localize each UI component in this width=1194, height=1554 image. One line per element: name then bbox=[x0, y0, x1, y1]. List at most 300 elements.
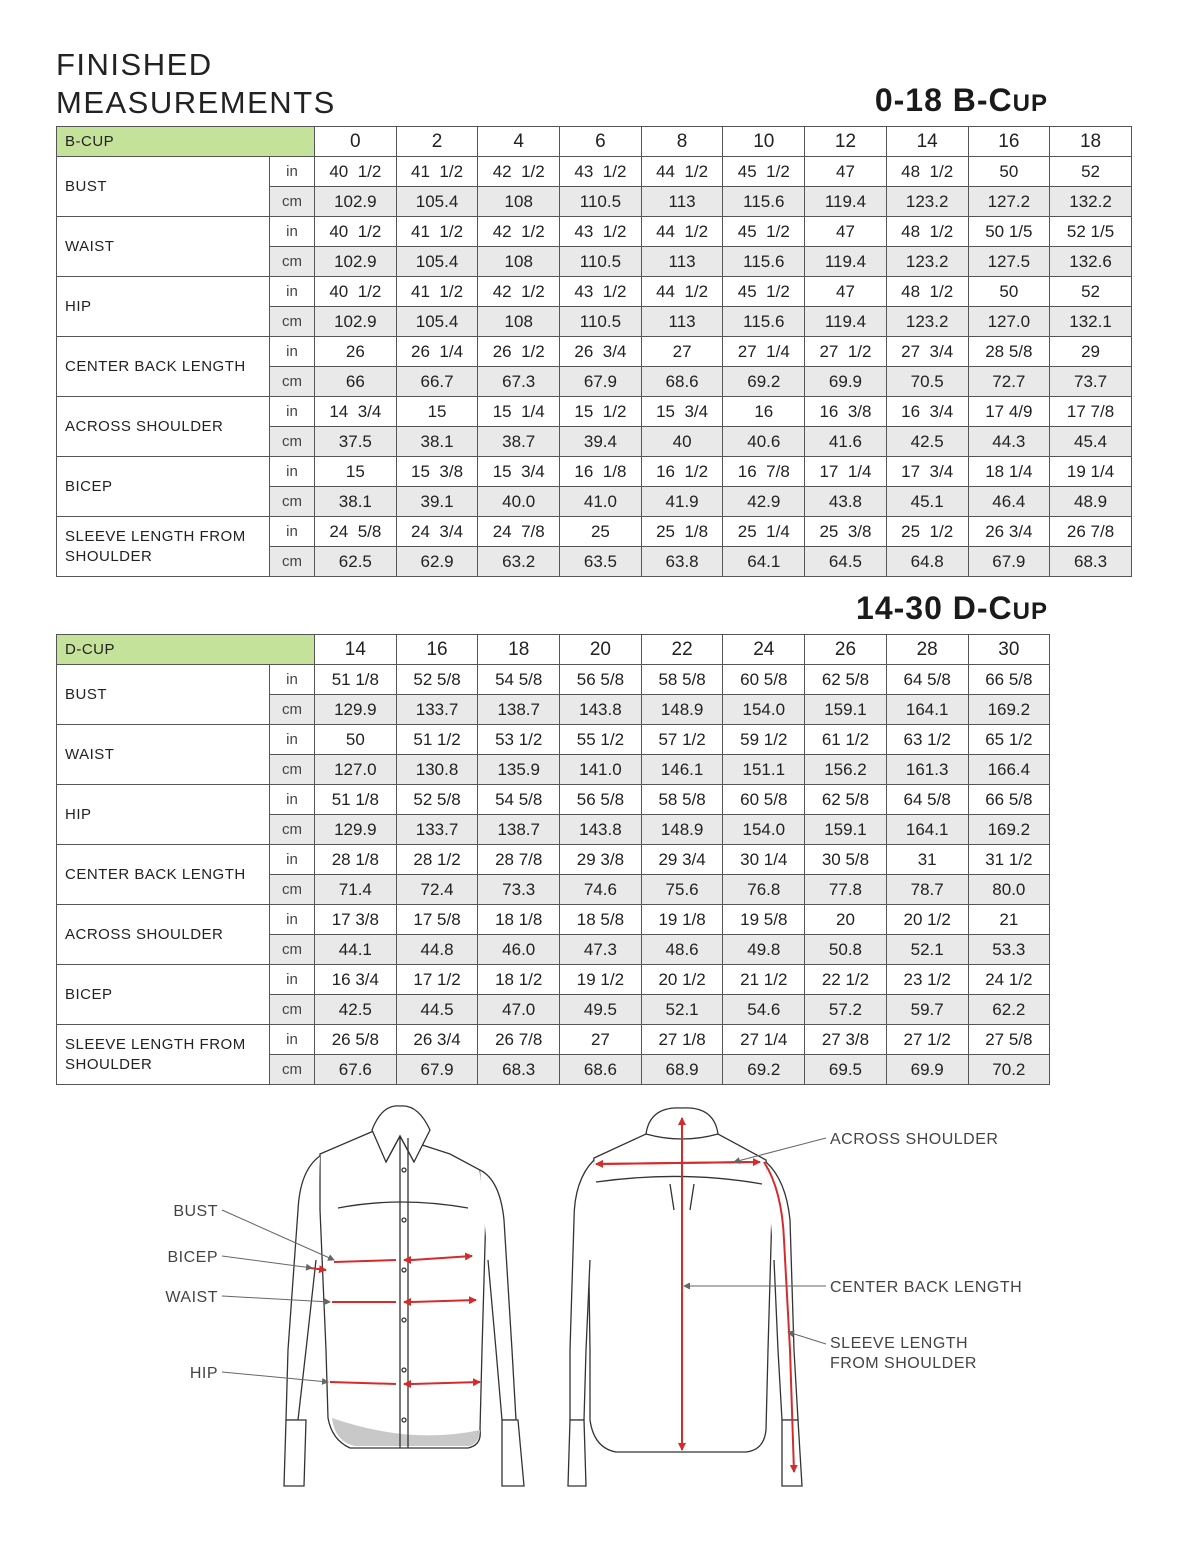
measurement-value: 41 1/2 bbox=[396, 157, 478, 187]
measurement-value: 154.0 bbox=[723, 695, 805, 725]
measurement-value: 46.4 bbox=[968, 487, 1050, 517]
unit-label: in bbox=[270, 277, 315, 307]
measurement-value: 40 1/2 bbox=[315, 217, 397, 247]
measurement-value: 38.1 bbox=[396, 427, 478, 457]
measurement-value: 15 3/4 bbox=[641, 397, 723, 427]
measurement-value: 18 1/8 bbox=[478, 905, 560, 935]
measurement-value: 16 3/4 bbox=[315, 965, 397, 995]
unit-label: cm bbox=[270, 427, 315, 457]
measurement-value: 17 3/8 bbox=[315, 905, 397, 935]
size-header: 10 bbox=[723, 127, 805, 157]
hip-diagram-label: HIP bbox=[189, 1365, 218, 1382]
measurement-value: 156.2 bbox=[805, 755, 887, 785]
measurement-value: 59 1/2 bbox=[723, 725, 805, 755]
unit-label: in bbox=[270, 337, 315, 367]
measurement-value: 51 1/2 bbox=[396, 725, 478, 755]
measurement-value: 54 5/8 bbox=[478, 665, 560, 695]
size-header: 12 bbox=[805, 127, 887, 157]
cup-label: B-CUP bbox=[57, 127, 315, 157]
table-row bbox=[57, 1025, 1050, 1055]
measurement-value: 27 3/4 bbox=[886, 337, 968, 367]
measurement-value: 47.3 bbox=[560, 935, 642, 965]
center-back-length-diagram-label: CENTER BACK LENGTH bbox=[830, 1279, 1023, 1296]
measurement-value: 127.5 bbox=[968, 247, 1050, 277]
measurement-value: 73.3 bbox=[478, 875, 560, 905]
measurement-value: 52.1 bbox=[886, 935, 968, 965]
measurement-value: 27 1/8 bbox=[641, 1025, 723, 1055]
measurement-label: HIP bbox=[57, 785, 270, 845]
measurement-value: 16 3/4 bbox=[886, 397, 968, 427]
measurement-value: 41 1/2 bbox=[396, 277, 478, 307]
measurement-value: 72.4 bbox=[396, 875, 478, 905]
size-header: 6 bbox=[560, 127, 642, 157]
unit-label: cm bbox=[270, 487, 315, 517]
measurement-value: 66 bbox=[315, 367, 397, 397]
measurement-value: 24 1/2 bbox=[968, 965, 1050, 995]
sleeve-length-diagram-label-line2: FROM SHOULDER bbox=[830, 1355, 977, 1372]
b-cup-heading-main: 0-18 B-C bbox=[874, 82, 1013, 118]
measurement-value: 59.7 bbox=[886, 995, 968, 1025]
measurement-value: 57 1/2 bbox=[641, 725, 723, 755]
measurement-label: BICEP bbox=[57, 457, 270, 517]
measurement-value: 113 bbox=[641, 187, 723, 217]
measurement-value: 42 1/2 bbox=[478, 157, 560, 187]
measurement-value: 49.5 bbox=[560, 995, 642, 1025]
size-header: 16 bbox=[968, 127, 1050, 157]
measurement-value: 47.0 bbox=[478, 995, 560, 1025]
size-header: 26 bbox=[805, 635, 887, 665]
bicep-diagram-label: BICEP bbox=[167, 1249, 218, 1266]
measurement-value: 66.7 bbox=[396, 367, 478, 397]
measurement-value: 45.1 bbox=[886, 487, 968, 517]
measurement-value: 48.9 bbox=[1050, 487, 1132, 517]
measurement-value: 17 1/2 bbox=[396, 965, 478, 995]
measurement-value: 127.0 bbox=[315, 755, 397, 785]
measurement-value: 45.4 bbox=[1050, 427, 1132, 457]
measurement-value: 27 bbox=[560, 1025, 642, 1055]
measurement-value: 17 5/8 bbox=[396, 905, 478, 935]
measurement-value: 77.8 bbox=[805, 875, 887, 905]
size-header-row bbox=[57, 127, 1132, 157]
b-cup-measurements-table bbox=[56, 126, 1132, 577]
measurement-value: 15 bbox=[396, 397, 478, 427]
waist-diagram-label: WAIST bbox=[165, 1289, 218, 1306]
measurement-value: 54.6 bbox=[723, 995, 805, 1025]
measurement-value: 47 bbox=[805, 217, 887, 247]
measurement-value: 123.2 bbox=[886, 307, 968, 337]
measurement-value: 68.3 bbox=[478, 1055, 560, 1085]
measurement-value: 164.1 bbox=[886, 695, 968, 725]
unit-label: in bbox=[270, 157, 315, 187]
measurement-value: 70.5 bbox=[886, 367, 968, 397]
measurement-value: 41.9 bbox=[641, 487, 723, 517]
measurement-value: 67.9 bbox=[560, 367, 642, 397]
measurement-value: 113 bbox=[641, 247, 723, 277]
measurement-value: 62 5/8 bbox=[805, 785, 887, 815]
measurement-value: 31 1/2 bbox=[968, 845, 1050, 875]
measurement-value: 40.0 bbox=[478, 487, 560, 517]
measurement-value: 127.0 bbox=[968, 307, 1050, 337]
measurement-value: 55 1/2 bbox=[560, 725, 642, 755]
measurement-value: 66 5/8 bbox=[968, 785, 1050, 815]
measurement-value: 53.3 bbox=[968, 935, 1050, 965]
measurement-value: 76.8 bbox=[723, 875, 805, 905]
measurement-value: 15 3/8 bbox=[396, 457, 478, 487]
measurement-value: 138.7 bbox=[478, 695, 560, 725]
measurement-value: 102.9 bbox=[315, 247, 397, 277]
measurement-value: 133.7 bbox=[396, 815, 478, 845]
measurement-value: 26 3/4 bbox=[396, 1025, 478, 1055]
measurement-value: 24 5/8 bbox=[315, 517, 397, 547]
measurement-value: 56 5/8 bbox=[560, 785, 642, 815]
measurement-value: 37.5 bbox=[315, 427, 397, 457]
size-header: 22 bbox=[641, 635, 723, 665]
measurement-value: 26 7/8 bbox=[478, 1025, 560, 1055]
front-shirt-illustration bbox=[284, 1106, 524, 1486]
measurement-value: 70.2 bbox=[968, 1055, 1050, 1085]
measurement-value: 110.5 bbox=[560, 247, 642, 277]
table-row bbox=[57, 517, 1132, 547]
unit-label: in bbox=[270, 665, 315, 695]
d-cup-heading-main: 14-30 D-C bbox=[856, 590, 1013, 626]
unit-label: in bbox=[270, 1025, 315, 1055]
measurement-value: 21 1/2 bbox=[723, 965, 805, 995]
measurement-value: 115.6 bbox=[723, 247, 805, 277]
measurement-value: 48 1/2 bbox=[886, 277, 968, 307]
measurement-value: 44.1 bbox=[315, 935, 397, 965]
across-shoulder-diagram-label: ACROSS SHOULDER bbox=[830, 1131, 999, 1148]
measurement-value: 69.9 bbox=[886, 1055, 968, 1085]
sleeve-length-diagram-label-line1: SLEEVE LENGTH bbox=[830, 1335, 969, 1352]
measurement-value: 42.5 bbox=[886, 427, 968, 457]
measurement-value: 25 1/2 bbox=[886, 517, 968, 547]
measurement-value: 50 bbox=[968, 277, 1050, 307]
measurement-value: 19 1/2 bbox=[560, 965, 642, 995]
measurement-value: 40 1/2 bbox=[315, 157, 397, 187]
measurement-value: 73.7 bbox=[1050, 367, 1132, 397]
measurement-value: 52 bbox=[1050, 157, 1132, 187]
measurement-label: ACROSS SHOULDER bbox=[57, 397, 270, 457]
unit-label: cm bbox=[270, 695, 315, 725]
size-header: 18 bbox=[1050, 127, 1132, 157]
measurement-value: 62.2 bbox=[968, 995, 1050, 1025]
table-row bbox=[57, 457, 1132, 487]
size-header: 20 bbox=[560, 635, 642, 665]
measurement-value: 108 bbox=[478, 307, 560, 337]
measurement-value: 28 5/8 bbox=[968, 337, 1050, 367]
measurement-value: 108 bbox=[478, 187, 560, 217]
measurement-value: 39.1 bbox=[396, 487, 478, 517]
measurement-value: 75.6 bbox=[641, 875, 723, 905]
measurement-value: 42 1/2 bbox=[478, 217, 560, 247]
measurement-value: 44 1/2 bbox=[641, 157, 723, 187]
size-header: 16 bbox=[396, 635, 478, 665]
d-cup-heading bbox=[856, 590, 1048, 627]
measurement-value: 151.1 bbox=[723, 755, 805, 785]
measurement-value: 115.6 bbox=[723, 307, 805, 337]
measurement-value: 44 1/2 bbox=[641, 277, 723, 307]
measurement-value: 26 7/8 bbox=[1050, 517, 1132, 547]
measurement-value: 119.4 bbox=[805, 187, 887, 217]
measurement-value: 74.6 bbox=[560, 875, 642, 905]
measurement-value: 123.2 bbox=[886, 247, 968, 277]
measurement-value: 17 1/4 bbox=[805, 457, 887, 487]
measurement-value: 67.3 bbox=[478, 367, 560, 397]
measurement-value: 51 1/8 bbox=[315, 785, 397, 815]
measurement-value: 42.5 bbox=[315, 995, 397, 1025]
measurement-value: 129.9 bbox=[315, 695, 397, 725]
measurement-value: 169.2 bbox=[968, 815, 1050, 845]
measurement-value: 67.9 bbox=[396, 1055, 478, 1085]
table-row bbox=[57, 665, 1050, 695]
measurement-value: 28 1/2 bbox=[396, 845, 478, 875]
measurement-value: 25 1/8 bbox=[641, 517, 723, 547]
measurement-value: 143.8 bbox=[560, 815, 642, 845]
measurement-value: 105.4 bbox=[396, 247, 478, 277]
measurement-value: 40.6 bbox=[723, 427, 805, 457]
measurement-value: 43.8 bbox=[805, 487, 887, 517]
measurement-value: 80.0 bbox=[968, 875, 1050, 905]
measurement-value: 50.8 bbox=[805, 935, 887, 965]
measurement-value: 52 1/5 bbox=[1050, 217, 1132, 247]
measurement-value: 27 1/2 bbox=[805, 337, 887, 367]
measurement-value: 16 1/2 bbox=[641, 457, 723, 487]
measurement-value: 47 bbox=[805, 277, 887, 307]
table-row bbox=[57, 157, 1132, 187]
table-row bbox=[57, 725, 1050, 755]
measurement-value: 102.9 bbox=[315, 187, 397, 217]
unit-label: cm bbox=[270, 1055, 315, 1085]
unit-label: in bbox=[270, 845, 315, 875]
table-row bbox=[57, 217, 1132, 247]
page-title-line1: FINISHED bbox=[56, 47, 213, 82]
measurement-value: 18 1/4 bbox=[968, 457, 1050, 487]
measurement-value: 20 1/2 bbox=[886, 905, 968, 935]
measurement-value: 146.1 bbox=[641, 755, 723, 785]
measurement-value: 27 3/8 bbox=[805, 1025, 887, 1055]
measurement-value: 61 1/2 bbox=[805, 725, 887, 755]
measurement-value: 159.1 bbox=[805, 695, 887, 725]
measurement-value: 105.4 bbox=[396, 187, 478, 217]
measurement-value: 53 1/2 bbox=[478, 725, 560, 755]
measurement-value: 138.7 bbox=[478, 815, 560, 845]
measurement-value: 27 1/4 bbox=[723, 1025, 805, 1055]
measurement-value: 29 3/8 bbox=[560, 845, 642, 875]
measurement-value: 15 1/4 bbox=[478, 397, 560, 427]
measurement-value: 44.3 bbox=[968, 427, 1050, 457]
measurement-value: 15 1/2 bbox=[560, 397, 642, 427]
measurement-value: 72.7 bbox=[968, 367, 1050, 397]
size-header: 4 bbox=[478, 127, 560, 157]
measurement-value: 18 5/8 bbox=[560, 905, 642, 935]
measurement-value: 148.9 bbox=[641, 815, 723, 845]
measurement-value: 41.6 bbox=[805, 427, 887, 457]
measurement-value: 148.9 bbox=[641, 695, 723, 725]
measurement-value: 41.0 bbox=[560, 487, 642, 517]
table-row bbox=[57, 905, 1050, 935]
measurement-value: 48.6 bbox=[641, 935, 723, 965]
unit-label: cm bbox=[270, 307, 315, 337]
measurement-label: CENTER BACK LENGTH bbox=[57, 337, 270, 397]
measurement-value: 127.2 bbox=[968, 187, 1050, 217]
cup-label: D-CUP bbox=[57, 635, 315, 665]
measurement-value: 43 1/2 bbox=[560, 217, 642, 247]
b-cup-heading-small: UP bbox=[1012, 90, 1048, 117]
measurement-value: 17 3/4 bbox=[886, 457, 968, 487]
measurement-value: 17 7/8 bbox=[1050, 397, 1132, 427]
measurement-value: 19 5/8 bbox=[723, 905, 805, 935]
measurement-value: 64 5/8 bbox=[886, 665, 968, 695]
size-header: 28 bbox=[886, 635, 968, 665]
measurement-value: 27 bbox=[641, 337, 723, 367]
measurement-value: 30 5/8 bbox=[805, 845, 887, 875]
size-header: 8 bbox=[641, 127, 723, 157]
measurement-value: 26 3/4 bbox=[968, 517, 1050, 547]
measurement-value: 24 7/8 bbox=[478, 517, 560, 547]
measurement-value: 45 1/2 bbox=[723, 157, 805, 187]
measurement-value: 39.4 bbox=[560, 427, 642, 457]
measurement-value: 46.0 bbox=[478, 935, 560, 965]
measurement-value: 123.2 bbox=[886, 187, 968, 217]
measurement-value: 143.8 bbox=[560, 695, 642, 725]
table-row bbox=[57, 397, 1132, 427]
measurement-value: 63.2 bbox=[478, 547, 560, 577]
measurement-label: WAIST bbox=[57, 725, 270, 785]
measurement-value: 68.9 bbox=[641, 1055, 723, 1085]
bust-diagram-label: BUST bbox=[173, 1203, 218, 1220]
measurement-value: 52 bbox=[1050, 277, 1132, 307]
measurement-label: CENTER BACK LENGTH bbox=[57, 845, 270, 905]
measurement-value: 68.6 bbox=[560, 1055, 642, 1085]
measurement-value: 43 1/2 bbox=[560, 277, 642, 307]
measurement-label: ACROSS SHOULDER bbox=[57, 905, 270, 965]
unit-label: cm bbox=[270, 995, 315, 1025]
measurement-value: 14 3/4 bbox=[315, 397, 397, 427]
measurement-value: 26 5/8 bbox=[315, 1025, 397, 1055]
measurement-value: 16 3/8 bbox=[805, 397, 887, 427]
measurement-value: 38.1 bbox=[315, 487, 397, 517]
measurement-value: 19 1/8 bbox=[641, 905, 723, 935]
measurement-value: 159.1 bbox=[805, 815, 887, 845]
unit-label: in bbox=[270, 905, 315, 935]
measurement-value: 169.2 bbox=[968, 695, 1050, 725]
unit-label: in bbox=[270, 517, 315, 547]
d-cup-heading-small: UP bbox=[1012, 598, 1048, 625]
measurement-value: 71.4 bbox=[315, 875, 397, 905]
measurement-value: 30 1/4 bbox=[723, 845, 805, 875]
measurement-value: 161.3 bbox=[886, 755, 968, 785]
size-header: 2 bbox=[396, 127, 478, 157]
measurement-value: 52.1 bbox=[641, 995, 723, 1025]
size-header: 14 bbox=[886, 127, 968, 157]
measurement-label: SLEEVE LENGTH FROM SHOULDER bbox=[57, 517, 270, 577]
measurement-value: 27 1/2 bbox=[886, 1025, 968, 1055]
measurement-value: 133.7 bbox=[396, 695, 478, 725]
measurement-value: 141.0 bbox=[560, 755, 642, 785]
measurement-value: 42.9 bbox=[723, 487, 805, 517]
measurement-value: 67.6 bbox=[315, 1055, 397, 1085]
measurement-value: 16 bbox=[723, 397, 805, 427]
measurement-value: 31 bbox=[886, 845, 968, 875]
measurement-value: 25 3/8 bbox=[805, 517, 887, 547]
size-header: 0 bbox=[315, 127, 397, 157]
measurement-value: 62.9 bbox=[396, 547, 478, 577]
table-row bbox=[57, 845, 1050, 875]
measurement-value: 60 5/8 bbox=[723, 665, 805, 695]
measurement-label: SLEEVE LENGTH FROM SHOULDER bbox=[57, 1025, 270, 1085]
measurement-value: 40 1/2 bbox=[315, 277, 397, 307]
size-header: 24 bbox=[723, 635, 805, 665]
unit-label: cm bbox=[270, 935, 315, 965]
measurement-value: 52 5/8 bbox=[396, 665, 478, 695]
measurement-value: 110.5 bbox=[560, 307, 642, 337]
measurement-value: 62 5/8 bbox=[805, 665, 887, 695]
measurement-value: 26 3/4 bbox=[560, 337, 642, 367]
measurement-value: 58 5/8 bbox=[641, 665, 723, 695]
measurement-value: 44 1/2 bbox=[641, 217, 723, 247]
measurement-value: 50 1/5 bbox=[968, 217, 1050, 247]
table-row bbox=[57, 277, 1132, 307]
unit-label: cm bbox=[270, 547, 315, 577]
measurement-value: 38.7 bbox=[478, 427, 560, 457]
measurement-value: 45 1/2 bbox=[723, 217, 805, 247]
measurement-value: 40 bbox=[641, 427, 723, 457]
size-header: 30 bbox=[968, 635, 1050, 665]
measurement-value: 108 bbox=[478, 247, 560, 277]
unit-label: cm bbox=[270, 875, 315, 905]
measurement-value: 45 1/2 bbox=[723, 277, 805, 307]
size-header-row bbox=[57, 635, 1050, 665]
measurement-value: 132.1 bbox=[1050, 307, 1132, 337]
unit-label: in bbox=[270, 457, 315, 487]
measurement-value: 24 3/4 bbox=[396, 517, 478, 547]
measurement-value: 25 1/4 bbox=[723, 517, 805, 547]
unit-label: cm bbox=[270, 367, 315, 397]
unit-label: in bbox=[270, 785, 315, 815]
measurement-value: 16 7/8 bbox=[723, 457, 805, 487]
measurement-value: 19 1/4 bbox=[1050, 457, 1132, 487]
measurement-value: 64.8 bbox=[886, 547, 968, 577]
measurement-value: 47 bbox=[805, 157, 887, 187]
measurement-value: 78.7 bbox=[886, 875, 968, 905]
table-row bbox=[57, 785, 1050, 815]
measurement-value: 15 3/4 bbox=[478, 457, 560, 487]
measurement-value: 52 5/8 bbox=[396, 785, 478, 815]
measurement-value: 49.8 bbox=[723, 935, 805, 965]
measurement-value: 113 bbox=[641, 307, 723, 337]
measurement-value: 63 1/2 bbox=[886, 725, 968, 755]
measurement-value: 27 5/8 bbox=[968, 1025, 1050, 1055]
measurement-value: 57.2 bbox=[805, 995, 887, 1025]
measurement-value: 51 1/8 bbox=[315, 665, 397, 695]
measurement-value: 29 bbox=[1050, 337, 1132, 367]
measurement-value: 110.5 bbox=[560, 187, 642, 217]
measurement-value: 27 1/4 bbox=[723, 337, 805, 367]
measurement-label: WAIST bbox=[57, 217, 270, 277]
unit-label: cm bbox=[270, 815, 315, 845]
measurement-value: 68.3 bbox=[1050, 547, 1132, 577]
unit-label: cm bbox=[270, 247, 315, 277]
unit-label: in bbox=[270, 397, 315, 427]
measurement-value: 20 bbox=[805, 905, 887, 935]
measurement-value: 69.2 bbox=[723, 367, 805, 397]
measurement-value: 26 bbox=[315, 337, 397, 367]
measurement-value: 18 1/2 bbox=[478, 965, 560, 995]
measurement-value: 69.5 bbox=[805, 1055, 887, 1085]
table-row bbox=[57, 965, 1050, 995]
measurement-value: 65 1/2 bbox=[968, 725, 1050, 755]
measurement-value: 132.6 bbox=[1050, 247, 1132, 277]
